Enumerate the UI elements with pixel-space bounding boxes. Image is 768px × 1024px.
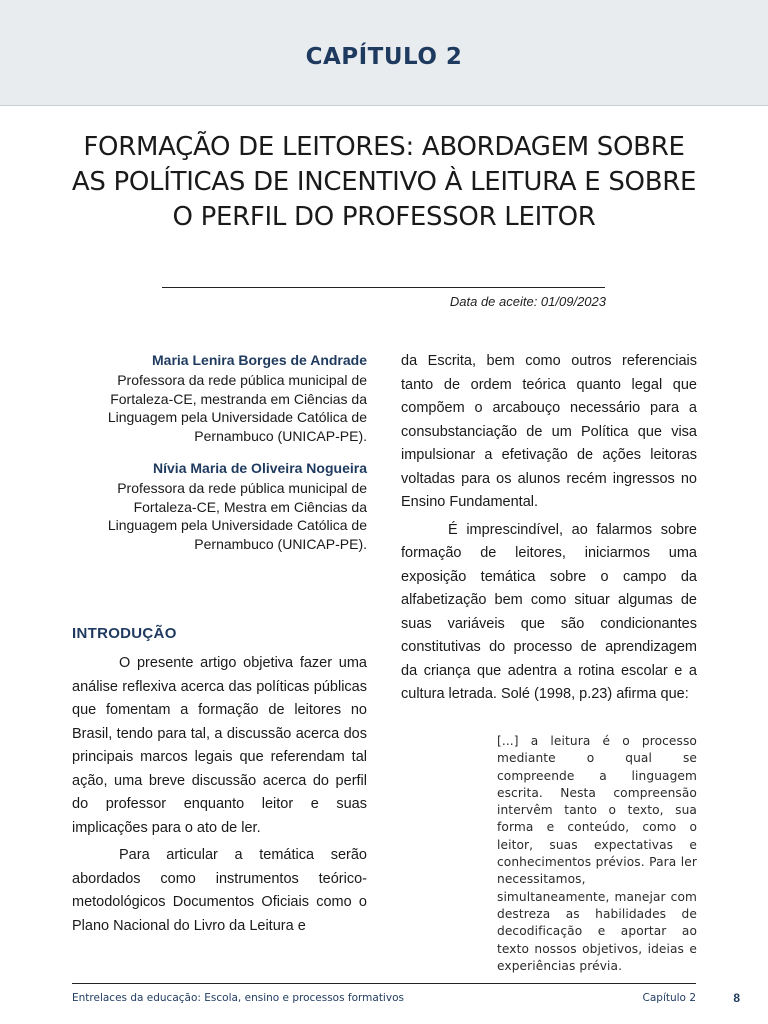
paragraph: da Escrita, bem como outros referenciais tanto de ordem teórica quanto legal que compõem o arcabouço necessário para a consubstanciação de um Política que visa impulsionar a efetivação de ações leitoras voltadas para os alunos recém ingressos no Ensino Fundamental.: [401, 353, 697, 510]
affiliation-line: Pernambuco (UNICAP-PE).: [194, 535, 367, 552]
footer-chapter: Capítulo 2: [642, 992, 696, 1004]
block-quote: [...] a leitura é o processo mediante o qual se compreende a linguagem escrita. Nesta compreensão intervêm tanto o texto, sua forma e conteúdo, como o leitor, suas expectativas e conhecimentos prévios. Para ler necessitamos, simultaneamente, manejar com destreza as habilidades de decodificação e aportar ao texto nossos objetivos, ideias e experiências prévia.: [497, 734, 697, 973]
paragraph: É imprescindível, ao falarmos sobre formação de leitores, iniciarmos uma exposição temática sobre o campo da alfabetização bem como situar algumas de suas variáveis que são condicionantes constitutivas do processo de aprendizagem da criança que adentra a rotina escolar e a cultura letrada. Solé (1998, p.23) afirma que:: [401, 521, 697, 702]
title-line: O PERFIL DO PROFESSOR LEITOR: [172, 202, 596, 232]
title-line: FORMAÇÃO DE LEITORES: ABORDAGEM SOBRE: [83, 132, 685, 162]
affiliation-line: Fortaleza-CE, mestranda em Ciências da: [110, 390, 367, 407]
affiliation-line: Professora da rede pública municipal de: [117, 372, 367, 388]
title-line: AS POLÍTICAS DE INCENTIVO À LEITURA E SOBRE: [71, 167, 697, 197]
footer-divider: [72, 983, 696, 984]
paragraph: O presente artigo objetiva fazer uma análise reflexiva acerca das políticas públicas que fomentam a formação de leitores no Brasil, tendo para tal, a discussão acerca dos principais marcos legais que referendam tal ação, uma breve discussão acerca do perfil do professor enquanto leitor e suas implicações para o ato de ler.: [72, 655, 367, 836]
author-name: Nívia Maria de Oliveira Nogueira: [153, 460, 367, 476]
author-name: Maria Lenira Borges de Andrade: [152, 352, 367, 368]
paragraph: Para articular a temática serão abordados como instrumentos teórico-metodológicos Documentos Oficiais como o Plano Nacional do Livro da Leitura e: [72, 847, 367, 934]
accept-date: Data de aceite: 01/09/2023: [449, 294, 606, 309]
affiliation-line: Linguagem pela Universidade Católica de: [107, 409, 367, 425]
section-heading: INTRODUÇÃO: [72, 625, 177, 642]
author-affiliation: [72, 371, 367, 445]
affiliation-line: Linguagem pela Universidade Católica de: [107, 517, 367, 533]
intro-text: [72, 652, 367, 938]
article-title: [50, 130, 718, 235]
chapter-header-band: [0, 0, 768, 106]
author-block: [72, 350, 367, 445]
affiliation-line: Professora da rede pública municipal de: [117, 480, 367, 496]
page-number: 8: [733, 991, 740, 1005]
title-divider: [162, 287, 605, 288]
affiliation-line: Pernambuco (UNICAP-PE).: [194, 427, 367, 444]
author-affiliation: [72, 479, 367, 553]
chapter-label: CAPÍTULO 2: [305, 44, 463, 70]
right-text: [401, 350, 697, 707]
affiliation-line: Fortaleza-CE, Mestra em Ciências da: [133, 498, 367, 515]
author-block: [72, 458, 367, 553]
footer-book-title: Entrelaces da educação: Escola, ensino e processos formativos: [72, 992, 404, 1004]
